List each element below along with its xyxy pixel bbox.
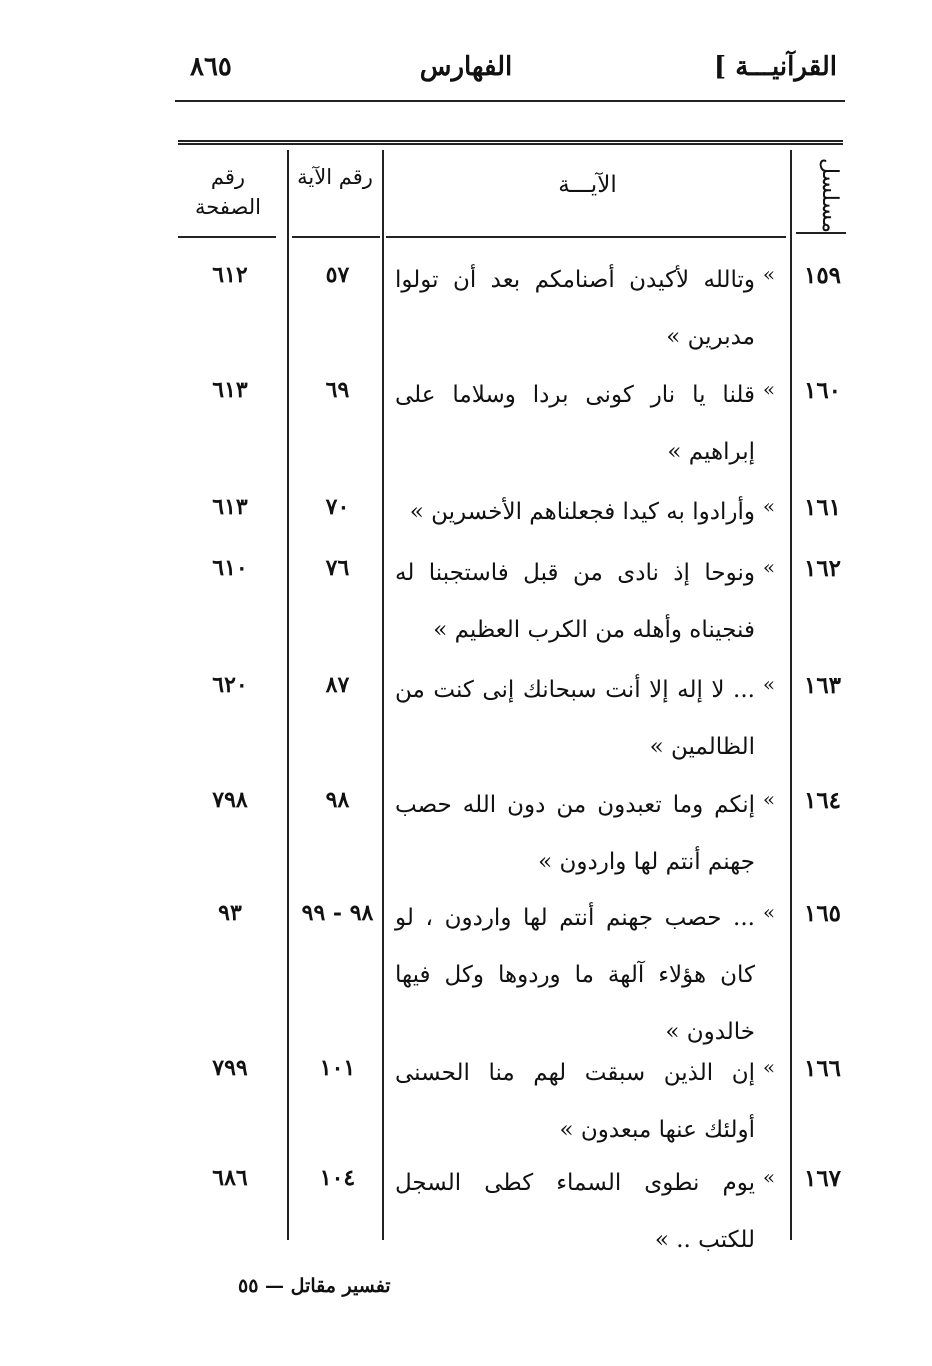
open-quote: « xyxy=(762,555,776,579)
header-rule xyxy=(175,100,845,102)
page-reference: ٩٣ xyxy=(218,900,242,926)
column-header-verse: الآيـــة xyxy=(558,172,617,198)
page-reference: ٦٢٠ xyxy=(212,672,248,698)
page-reference: ٧٩٩ xyxy=(212,1055,248,1081)
ayah-number: ٩٨ - ٩٩ xyxy=(301,900,374,926)
header-underline-serial xyxy=(796,232,846,234)
page-reference: ٦١٠ xyxy=(212,555,248,581)
open-quote: « xyxy=(762,672,776,696)
open-quote: « xyxy=(762,262,776,286)
header-underline-ayah xyxy=(292,236,380,238)
serial-number: ١٦٦ xyxy=(803,1055,842,1082)
ayah-number: ٧٦ xyxy=(325,555,350,581)
open-quote: « xyxy=(762,494,776,518)
open-quote: « xyxy=(762,1165,776,1189)
serial-number: ١٥٩ xyxy=(803,262,842,289)
page-reference: ٧٩٨ xyxy=(212,787,248,813)
serial-number: ١٦٢ xyxy=(803,555,842,582)
verse-text: قلنا يا نار كونى بردا وسلاما على إبراهيم » xyxy=(395,382,755,465)
section-title: القرآنيـــة ] xyxy=(713,52,837,82)
ayah-number: ٦٩ xyxy=(325,377,350,403)
ayah-number: ٩٨ xyxy=(325,787,350,813)
serial-number: ١٦٠ xyxy=(803,377,842,404)
page-reference: ٦١٢ xyxy=(212,262,248,288)
verse-text: إنكم وما تعبدون من دون الله حصب جهنم أنتم لها واردون » xyxy=(395,792,755,875)
serial-number: ١٦٤ xyxy=(803,787,842,814)
page-title: الفهارس xyxy=(419,52,513,82)
ayah-number: ١٠٤ xyxy=(319,1165,356,1191)
column-header-ayah-number: رقم الآية xyxy=(297,165,373,189)
column-header-serial: مسلسل xyxy=(817,157,842,233)
verse-text: وأرادوا به كيدا فجعلناهم الأخسرين » xyxy=(409,499,755,525)
page-reference: ٦١٣ xyxy=(212,494,248,520)
ayah-number: ٥٧ xyxy=(325,262,350,288)
open-quote: « xyxy=(762,900,776,924)
verse-text: وتالله لأكيدن أصنامكم بعد أن تولوا مدبرين » xyxy=(395,267,755,350)
verse-text: إن الذين سبقت لهم منا الحسنى أولئك عنها مبعدون » xyxy=(395,1060,755,1143)
verse-text: ... لا إله إلا أنت سبحانك إنى كنت من الظالمين » xyxy=(395,677,755,760)
table-top-rule xyxy=(178,140,843,145)
ayah-number: ٧٠ xyxy=(325,494,350,520)
serial-number: ١٦٣ xyxy=(803,672,842,699)
verse-text: ... حصب جهنم أنتم لها واردون ، لو كان هؤلاء آلهة ما وردوها وكل فيها خالدون » xyxy=(395,905,755,1045)
ayah-number: ٨٧ xyxy=(325,672,350,698)
page-reference: ٦٨٦ xyxy=(212,1165,248,1191)
serial-number: ١٦٧ xyxy=(803,1165,842,1192)
column-rule-1 xyxy=(287,150,289,1240)
ayah-number: ١٠١ xyxy=(319,1055,356,1081)
header-underline-verse xyxy=(386,236,786,238)
header-underline-page xyxy=(178,236,276,238)
page-reference: ٦١٣ xyxy=(212,377,248,403)
verse-text: يوم نطوى السماء كطى السجل للكتب .. » xyxy=(395,1170,755,1253)
serial-number: ١٦٥ xyxy=(803,900,842,927)
verse-text: ونوحا إذ نادى من قبل فاستجبنا له فنجيناه وأهله من الكرب العظيم » xyxy=(395,560,755,643)
column-header-page-number: رقم الصفحة xyxy=(195,165,261,219)
page-number: ٨٦٥ xyxy=(190,52,232,82)
open-quote: « xyxy=(762,1055,776,1079)
open-quote: « xyxy=(762,787,776,811)
serial-number: ١٦١ xyxy=(803,494,842,521)
column-rule-3 xyxy=(790,150,792,1240)
footer-signature: تفسير مقاتل — ٥٥ xyxy=(238,1275,391,1297)
open-quote: « xyxy=(762,377,776,401)
